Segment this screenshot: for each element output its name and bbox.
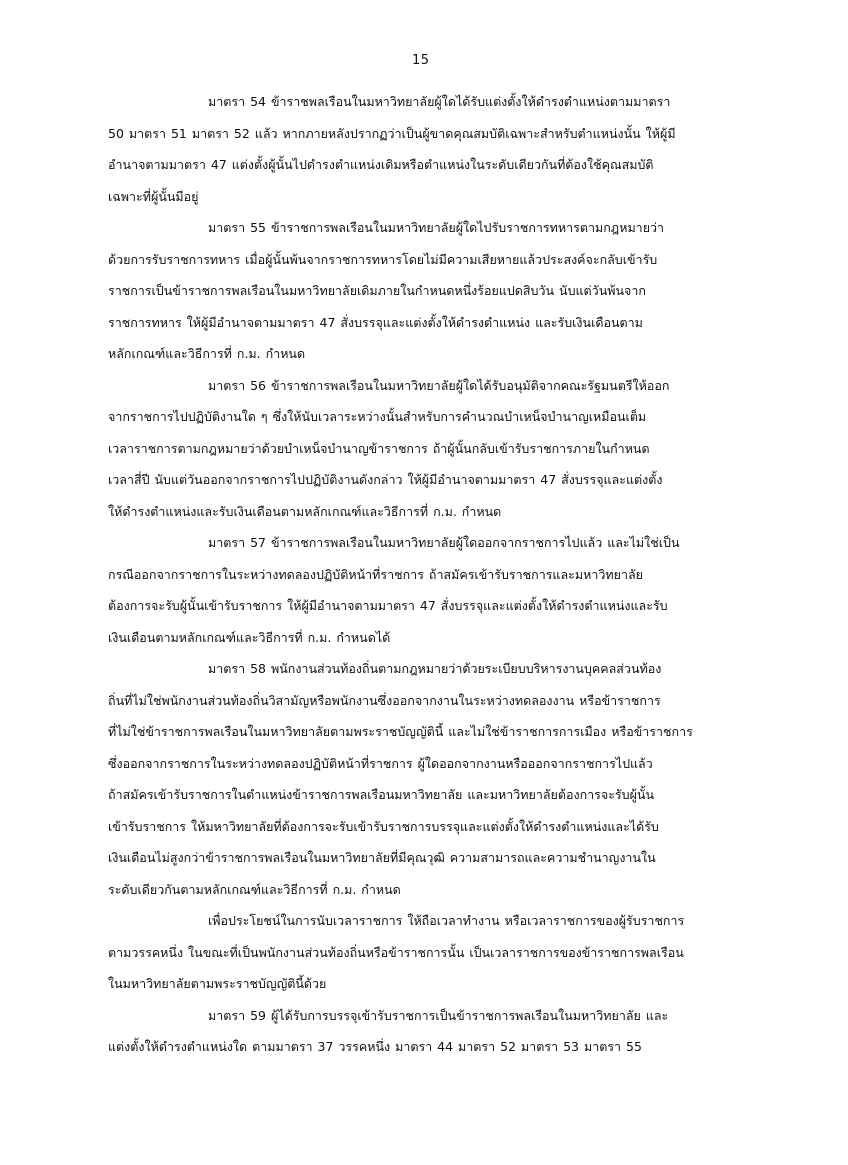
text-line: มาตรา 54 ข้าราชพลเรือนในมหาวิทยาลัยผู้ใดได้รับแต่งตั้งให้ดำรงตำแหน่งตามมาตรา (208, 94, 671, 109)
text-line: มาตรา 58 พนักงานส่วนท้องถิ่นตามกฎหมายว่าด้วยระเบียบบริหารงานบุคคลส่วนท้อง (208, 661, 662, 676)
document-body (108, 86, 760, 1063)
paragraph-section-54 (108, 86, 760, 212)
text-line: ซึ่งออกจากราชการในระหว่างทดลองปฏิบัติหน้าที่ราชการ ผู้ใดออกจากงานหรือออกจากราชการไปแล้ว (108, 755, 653, 771)
text-line: 50 มาตรา 51 มาตรา 52 แล้ว หากภายหลังปรากฏว่าเป็นผู้ขาดคุณสมบัติเฉพาะสำหรับตำแหน่งนั้น ให้ผู้มี (108, 125, 676, 141)
text-line: ต้องการจะรับผู้นั้นเข้ารับราชการ ให้ผู้มีอำนาจตามมาตรา 47 สั่งบรรจุและแต่งตั้งให้ดำรงตำแหน่งและรับ (108, 598, 668, 613)
text-line: ระดับเดียวกันตามหลักเกณฑ์และวิธีการที่ ก.ม. กำหนด (108, 881, 401, 897)
text-line: อำนาจตามมาตรา 47 แต่งตั้งผู้นั้นไปดำรงตำแหน่งเดิมหรือตำแหน่งในระดับเดียวกันที่ต้องใช้คุณสมบัติ (108, 157, 654, 172)
text-line: ในมหาวิทยาลัยตามพระราชบัญญัตินี้ด้วย (108, 976, 327, 991)
text-line: จากราชการไปปฏิบัติงานใด ๆ ซึ่งให้นับเวลาระหว่างนั้นสำหรับการคำนวณบำเหน็จบำนาญเหมือนเต็ม (108, 409, 647, 424)
text-line: มาตรา 55 ข้าราชการพลเรือนในมหาวิทยาลัยผู้ใดไปรับราชการทหารตามกฎหมายว่า (208, 220, 665, 235)
paragraph-section-58-purpose (108, 905, 760, 1000)
text-line: ถิ่นที่ไม่ใช่พนักงานส่วนท้องถิ่นวิสามัญหรือพนักงานซึ่งออกจากงานในระหว่างทดลองงาน หรือข้าราชการ (108, 692, 661, 708)
paragraph-section-56 (108, 370, 760, 528)
text-line: เพื่อประโยชน์ในการนับเวลาราชการ ให้ถือเวลาทำงาน หรือเวลาราชการของผู้รับราชการ (208, 913, 685, 928)
paragraph-section-55 (108, 212, 760, 370)
text-line: เฉพาะที่ผู้นั้นมีอยู่ (108, 188, 199, 204)
text-line: กรณีออกจากราชการในระหว่างทดลองปฏิบัติหน้าที่ราชการ ถ้าสมัครเข้ารับราชการและมหาวิทยาลัย (108, 566, 643, 582)
text-line: ถ้าสมัครเข้ารับราชการในตำแหน่งข้าราชการพลเรือนมหาวิทยาลัย และมหาวิทยาลัยต้องการจะรับผู้นั้น (108, 787, 654, 802)
paragraph-section-58 (108, 653, 760, 905)
text-line: เงินเดือนตามหลักเกณฑ์และวิธีการที่ ก.ม. กำหนดได้ (108, 629, 391, 645)
text-line: หลักเกณฑ์และวิธีการที่ ก.ม. กำหนด (108, 346, 306, 361)
text-line: ให้ดำรงตำแหน่งและรับเงินเดือนตามหลักเกณฑ์และวิธีการที่ ก.ม. กำหนด (108, 503, 502, 519)
text-line: เงินเดือนไม่สูงกว่าข้าราชการพลเรือนในมหาวิทยาลัยที่มีคุณวุฒิ ความสามารถและความชำนาญงานใน (108, 850, 656, 865)
text-line: ที่ไม่ใช่ข้าราชการพลเรือนในมหาวิทยาลัยตามพระราชบัญญัตินี้ และไม่ใช่ข้าราชการการเมือง หรือข้าราชการ (108, 724, 693, 739)
text-line: มาตรา 59 ผู้ได้รับการบรรจุเข้ารับราชการเป็นข้าราชการพลเรือนในมหาวิทยาลัย และ (208, 1007, 669, 1023)
text-line: ราชการเป็นข้าราชการพลเรือนในมหาวิทยาลัยเดิมภายในกำหนดหนึ่งร้อยแปดสิบวัน นับแต่วันพ้นจาก (108, 283, 646, 298)
text-line: แต่งตั้งให้ดำรงตำแหน่งใด ตามมาตรา 37 วรรคหนึ่ง มาตรา 44 มาตรา 52 มาตรา 53 มาตรา 55 (108, 1039, 642, 1054)
text-line: มาตรา 57 ข้าราชการพลเรือนในมหาวิทยาลัยผู้ใดออกจากราชการไปแล้ว และไม่ใช่เป็น (208, 535, 680, 550)
paragraph-section-59 (108, 1000, 760, 1063)
text-line: เวลาราชการตามกฎหมายว่าด้วยบำเหน็จบำนาญข้าราชการ ถ้าผู้นั้นกลับเข้ารับราชการภายในกำหนด (108, 440, 650, 456)
text-line: มาตรา 56 ข้าราชการพลเรือนในมหาวิทยาลัยผู้ใดได้รับอนุมัติจากคณะรัฐมนตรีให้ออก (208, 377, 670, 393)
text-line: ตามวรรคหนึ่ง ในขณะที่เป็นพนักงานส่วนท้องถิ่นหรือข้าราชการนั้น เป็นเวลาราชการของข้าราชการพลเรือน (108, 944, 684, 960)
page-number: 15 (412, 53, 430, 68)
text-line: ด้วยการรับราชการทหาร เมื่อผู้นั้นพ้นจากราชการทหารโดยไม่มีความเสียหายแล้วประสงค์จะกลับเข้ารับ (108, 251, 658, 267)
text-line: ราชการทหาร ให้ผู้มีอำนาจตามมาตรา 47 สั่งบรรจุและแต่งตั้งให้ดำรงตำแหน่ง และรับเงินเดือนตาม (108, 314, 643, 330)
text-line: เข้ารับราชการ ให้มหาวิทยาลัยที่ต้องการจะรับเข้ารับราชการบรรจุและแต่งตั้งให้ดำรงตำแหน่งและได้รับ (108, 818, 659, 834)
text-line: เวลาสี่ปี นับแต่วันออกจากราชการไปปฏิบัติงานดังกล่าว ให้ผู้มีอำนาจตามมาตรา 47 สั่งบรรจุและแต่งตั้ง (108, 472, 663, 487)
paragraph-section-57 (108, 527, 760, 653)
